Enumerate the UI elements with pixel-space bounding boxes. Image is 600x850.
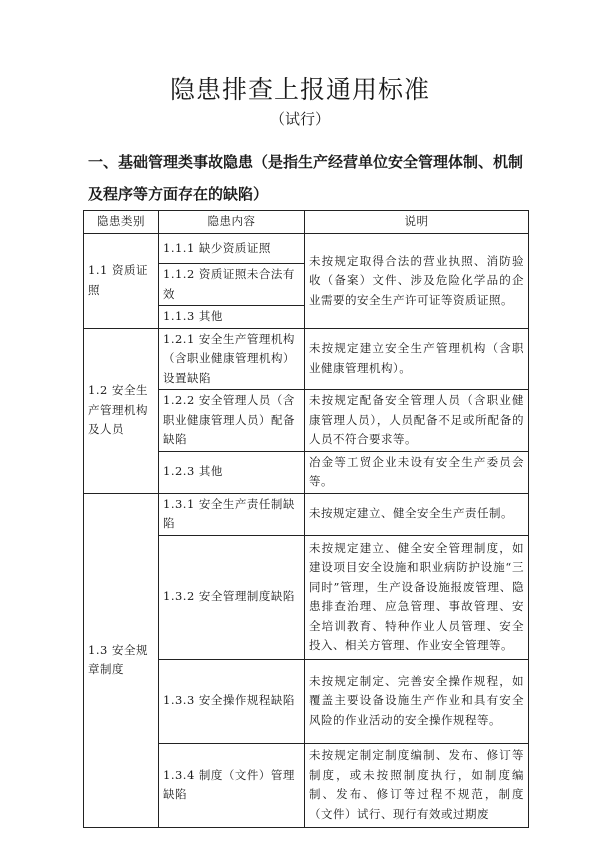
category-cell: 1.2 安全生产管理机构及人员	[84, 328, 159, 493]
description-cell: 未按规定配备安全管理人员（含职业健康管理人员），人员配备不足或所配备的人员不符合要求等。	[305, 390, 529, 452]
table-row	[84, 493, 529, 535]
section-heading: 一、基础管理类事故隐患（是指生产经营单位安全管理体制、机制及程序等方面存在的缺陷）	[88, 153, 524, 203]
table-row	[84, 234, 529, 264]
content-cell: 1.2.2 安全管理人员（含职业健康管理人员）配备缺陷	[159, 390, 305, 452]
description-cell: 未按规定建立安全生产管理机构（含职业健康管理机构）。	[305, 328, 529, 390]
description-cell: 未按规定取得合法的营业执照、消防验收（备案）文件、涉及危险化学品的企业需要的安全生产许可证等资质证照。	[305, 234, 529, 329]
content-cell: 1.1.1 缺少资质证照	[159, 234, 305, 264]
description-cell: 未按规定制定制度编制、发布、修订等制度，或未按照制度执行，如制度编制、发布、修订等过程不规范，制度（文件）试行、现行有效或过期废	[305, 743, 529, 827]
content-cell: 1.1.3 其他	[159, 306, 305, 329]
category-cell: 1.3 安全规章制度	[84, 493, 159, 827]
content-cell: 1.3.2 安全管理制度缺陷	[159, 535, 305, 659]
content-cell: 1.2.3 其他	[159, 451, 305, 493]
content-cell: 1.3.4 制度（文件）管理缺陷	[159, 743, 305, 827]
content-cell: 1.2.1 安全生产管理机构（含职业健康管理机构）设置缺陷	[159, 328, 305, 390]
content-cell: 1.1.2 资质证照未合法有效	[159, 264, 305, 306]
table-header-row	[84, 211, 529, 234]
document-subtitle: （试行）	[269, 110, 330, 128]
content-cell: 1.3.3 安全操作规程缺陷	[159, 659, 305, 743]
header-content: 隐患内容	[159, 211, 305, 234]
content-cell: 1.3.1 安全生产责任制缺陷	[159, 493, 305, 535]
table-row	[84, 328, 529, 390]
description-cell: 未按规定建立、健全安全生产责任制。	[305, 493, 529, 535]
category-cell: 1.1 资质证照	[84, 234, 159, 329]
description-cell: 未按规定制定、完善安全操作规程，如覆盖主要设备设施生产作业和具有安全风险的作业活动的安全操作规程等。	[305, 659, 529, 743]
header-description: 说明	[305, 211, 529, 234]
description-cell: 未按规定建立、健全安全管理制度，如建设项目安全设施和职业病防护设施“三同时”管理，生产设备设施报废管理、隐患排查治理、应急管理、事故管理、安全培训教育、特种作业人员管理、安全投入、相关方管理、作业安全管理等。	[305, 535, 529, 659]
hazard-standard-table	[83, 210, 529, 828]
description-cell: 冶金等工贸企业未设有安全生产委员会等。	[305, 451, 529, 493]
document-title: 隐患排查上报通用标准	[169, 75, 430, 104]
header-category: 隐患类别	[84, 211, 159, 234]
